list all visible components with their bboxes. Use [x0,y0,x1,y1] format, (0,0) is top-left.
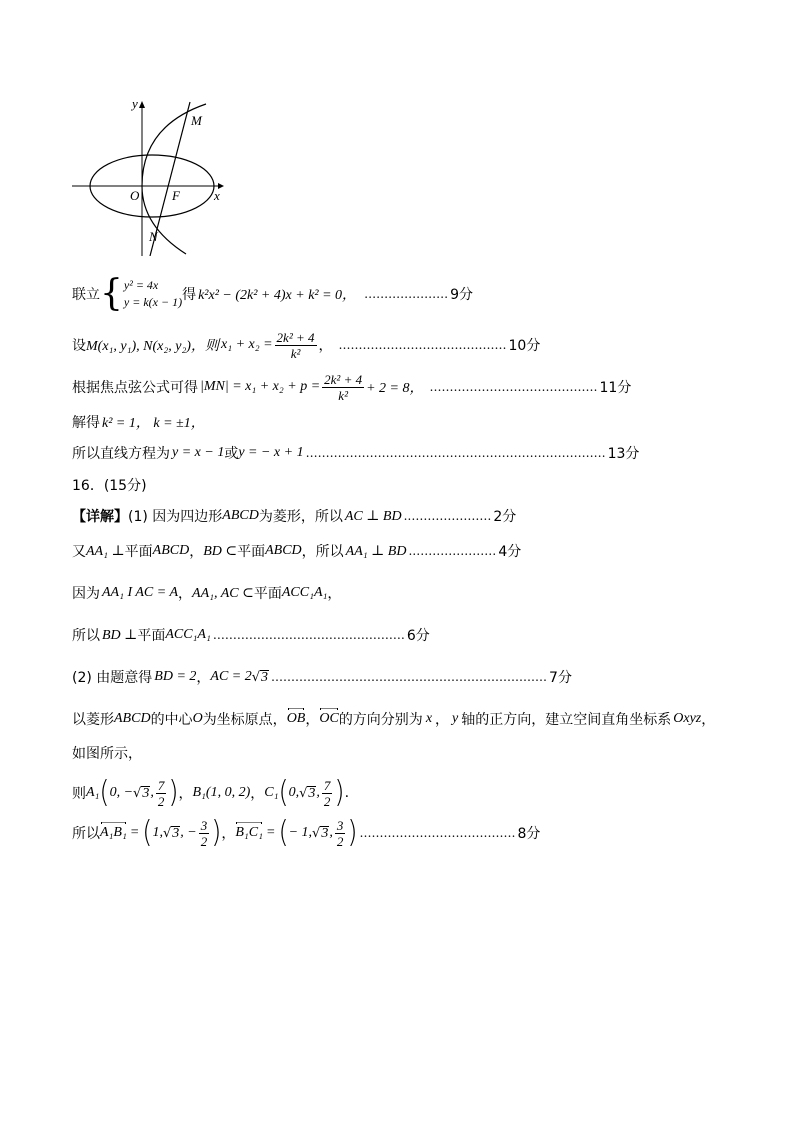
solution-line-15: 所以 A₁B₁ = ( 1, √ 3 , − $\frac{3}{2}$ ) ， B₁C₁ = ( − 1, √ 3 , $\frac{3}{2}$ ) ………………………………… 8分 [72,815,541,851]
text: 平面 [253,586,282,602]
denominator: 2 [336,833,344,849]
score-label: 10分 [508,338,541,354]
fraction [199,818,210,849]
text: ， [318,338,333,354]
math-expression: ABCD [265,543,302,558]
solution-line-2 [72,328,540,362]
math-expression: x₁ + x₂ = [220,337,273,352]
leader-dots: ………………………………………… [212,628,405,642]
math-expression: ACC₁A₁ [165,627,211,642]
math-expression: , [329,825,333,840]
math-expression: + 2 = 8， [366,381,424,396]
numerator: 3 [200,817,208,833]
math-expression: ABCD [222,508,259,523]
denominator: 2 [323,793,331,809]
leader-dots: …………………………………… [338,338,507,352]
point-label: B₁(1, 0, 2) [192,785,251,800]
text: ， [327,586,342,602]
label-M: M [191,113,202,128]
math-expression: k² = 1， k = ±1， [102,416,205,431]
math-expression: y = − x + 1 [238,445,304,460]
math-expression: , − [180,825,197,840]
text: ， [196,670,211,686]
text: ， [178,586,193,602]
brace: { [100,273,123,314]
square-root: √ 3 [312,825,329,841]
fraction [322,372,364,403]
text: ， [221,826,236,842]
text: ， [189,544,204,560]
math-expression: BD = 2 [154,669,197,684]
math-expression: = [129,825,140,840]
math-expression: BD ⊥ [102,627,138,643]
question-heading [72,470,147,500]
solution-line-4 [72,407,205,437]
math-expression: AA₁ ⊥ [86,543,125,559]
text: 以菱形 [72,712,114,728]
vector-OB: OB [286,711,306,726]
denominator: 2 [157,793,165,809]
math-expression: AA₁, AC ⊂ [192,585,254,601]
text: ， [178,786,193,802]
score-label: 8分 [517,826,541,842]
question-number: 16．(15分) [72,478,147,494]
math-expression: |MN| = x₁ + x₂ + p = [200,379,321,394]
score-label: 13分 [607,446,640,462]
equation: y² = 4x [123,278,159,292]
point-label: C₁ [264,785,279,800]
leader-dots: .………………… [403,509,492,523]
text: 得 [182,287,197,303]
text: 的中心 [150,712,193,728]
math-expression: y = x − 1 [172,445,225,460]
numerator: 2k² + 4 [324,371,363,387]
text: 根据焦点弦公式可得 [72,380,198,396]
leader-dots: ………………… [364,287,449,301]
vector-B1C1: B₁C₁ [235,825,263,840]
math-expression: 1, [152,825,163,840]
leader-dots: …………………………………………………………… [271,670,548,684]
denominator: 2 [200,833,208,849]
math-expression: AC = 2 [210,669,252,684]
denominator: k² [290,345,301,361]
text: 所以 [72,628,100,644]
math-expression: − 1, [288,825,313,840]
math-expression: x [425,711,433,726]
math-expression: Oxyz [673,711,702,726]
score-label: 7分 [549,670,572,686]
label-y: y [132,96,138,111]
math-expression: M(x₁, y₁), N(x₂, y₂)，则 [86,339,219,354]
fraction [322,778,333,809]
label-O: O [130,188,140,203]
math-expression: AA₁ ⊥ BD [345,543,407,559]
text: 的方向分别为 [338,712,423,728]
leader-dots: ………………………………………………………………… [305,446,606,460]
score-label: 11分 [599,380,632,396]
fraction [275,330,317,361]
text: ， [305,712,320,728]
numerator: 7 [323,777,331,793]
text: 又 [72,544,86,560]
math-expression: , [316,785,320,800]
vector-OC: OC [319,711,339,726]
radicand: 3 [142,785,150,801]
detail-tag: 【详解】 [72,509,128,525]
text: 解得 [72,415,100,431]
text: . [344,785,350,801]
math-expression: k²x² − (2k² + 4)x + k² = 0， [198,288,357,303]
text: ，所以 [301,544,344,560]
fraction [335,818,346,849]
square-root: √ 3 [133,785,150,801]
math-expression: 0, − [109,785,134,800]
text: 所以直线方程为 [72,446,170,462]
math-expression: , [150,785,154,800]
radicand: 3 [321,825,329,841]
leader-dots: .………………… [408,544,497,558]
radicand: 3 [261,669,269,685]
solution-line-5 [72,438,639,468]
math-expression: ABCD [114,711,151,726]
vector-A1B1: A₁B₁ [100,825,127,840]
score-label: 4分 [498,544,522,560]
leader-dots: …………………………………… [429,380,598,394]
text: 如图所示， [72,746,142,762]
text: 所以 [72,826,100,842]
equation: y = k(x − 1) [123,295,183,309]
numerator: 7 [157,777,165,793]
square-root: √ 3 [251,669,269,685]
text: 平面 [124,544,153,560]
math-expression: O [192,711,203,726]
fraction [156,778,167,809]
math-expression: AA₁ I AC = A [102,585,179,600]
score-label: 2分 [493,509,517,525]
solution-line-12 [72,704,715,734]
math-expression: = [265,825,276,840]
score-label: 9分 [450,287,473,303]
text: (1) 因为四边形 [128,509,223,525]
text: 为坐标原点， [202,712,287,728]
solution-line-13 [72,738,142,768]
solution-line-14: 则 A₁ ( 0, − √ 3 , $\frac{7}{2}$ ) ， B₁(1, 0, 2) ， C₁ ( 0, √ 3 , $\frac{7}{2}$ ) . [72,775,350,811]
ellipse-parabola-figure [68,96,228,256]
math-expression: AC ⊥ BD [344,508,402,524]
square-root: √ 3 [299,785,316,801]
math-expression: y [452,711,459,726]
text: (2) 由题意得 [72,670,153,686]
text: 设 [72,338,86,354]
math-expression: 0, [288,785,300,800]
label-x: x [214,188,220,203]
text: 联立 [72,287,100,303]
text: ， [701,712,716,728]
text: 为菱形，所以 [258,509,343,525]
solution-line-3 [72,370,631,404]
solution-line-11 [72,662,572,692]
radicand: 3 [172,825,180,841]
math-expression: ACC₁A₁ [281,585,328,600]
solution-line-10 [72,620,430,650]
text: 则 [72,786,86,802]
text: ， [250,786,265,802]
point-label: A₁ [86,785,100,800]
y-axis-arrow [139,101,145,108]
radicand: 3 [308,785,316,801]
solution-line-9 [72,578,341,608]
math-expression: ABCD [152,543,190,558]
denominator: k² [338,387,348,403]
label-N: N [149,229,158,244]
text: 或 [224,446,239,462]
text: ， [435,712,450,728]
score-label: 6分 [406,628,430,644]
solution-line-8 [72,536,521,566]
text: 因为 [72,586,100,602]
leader-dots: ………………………………… [359,826,516,840]
numerator: 3 [336,817,344,833]
label-F: F [172,188,180,203]
text: 轴的正方向，建立空间直角坐标系 [461,712,672,728]
text: 平面 [237,544,266,560]
numerator: 2k² + 4 [276,329,315,345]
square-root: √ 3 [162,825,180,841]
solution-line-7 [72,501,516,531]
math-expression: BD ⊂ [203,543,238,559]
equation-system [100,273,183,314]
solution-line-1 [72,273,473,314]
text: 平面 [137,628,166,644]
